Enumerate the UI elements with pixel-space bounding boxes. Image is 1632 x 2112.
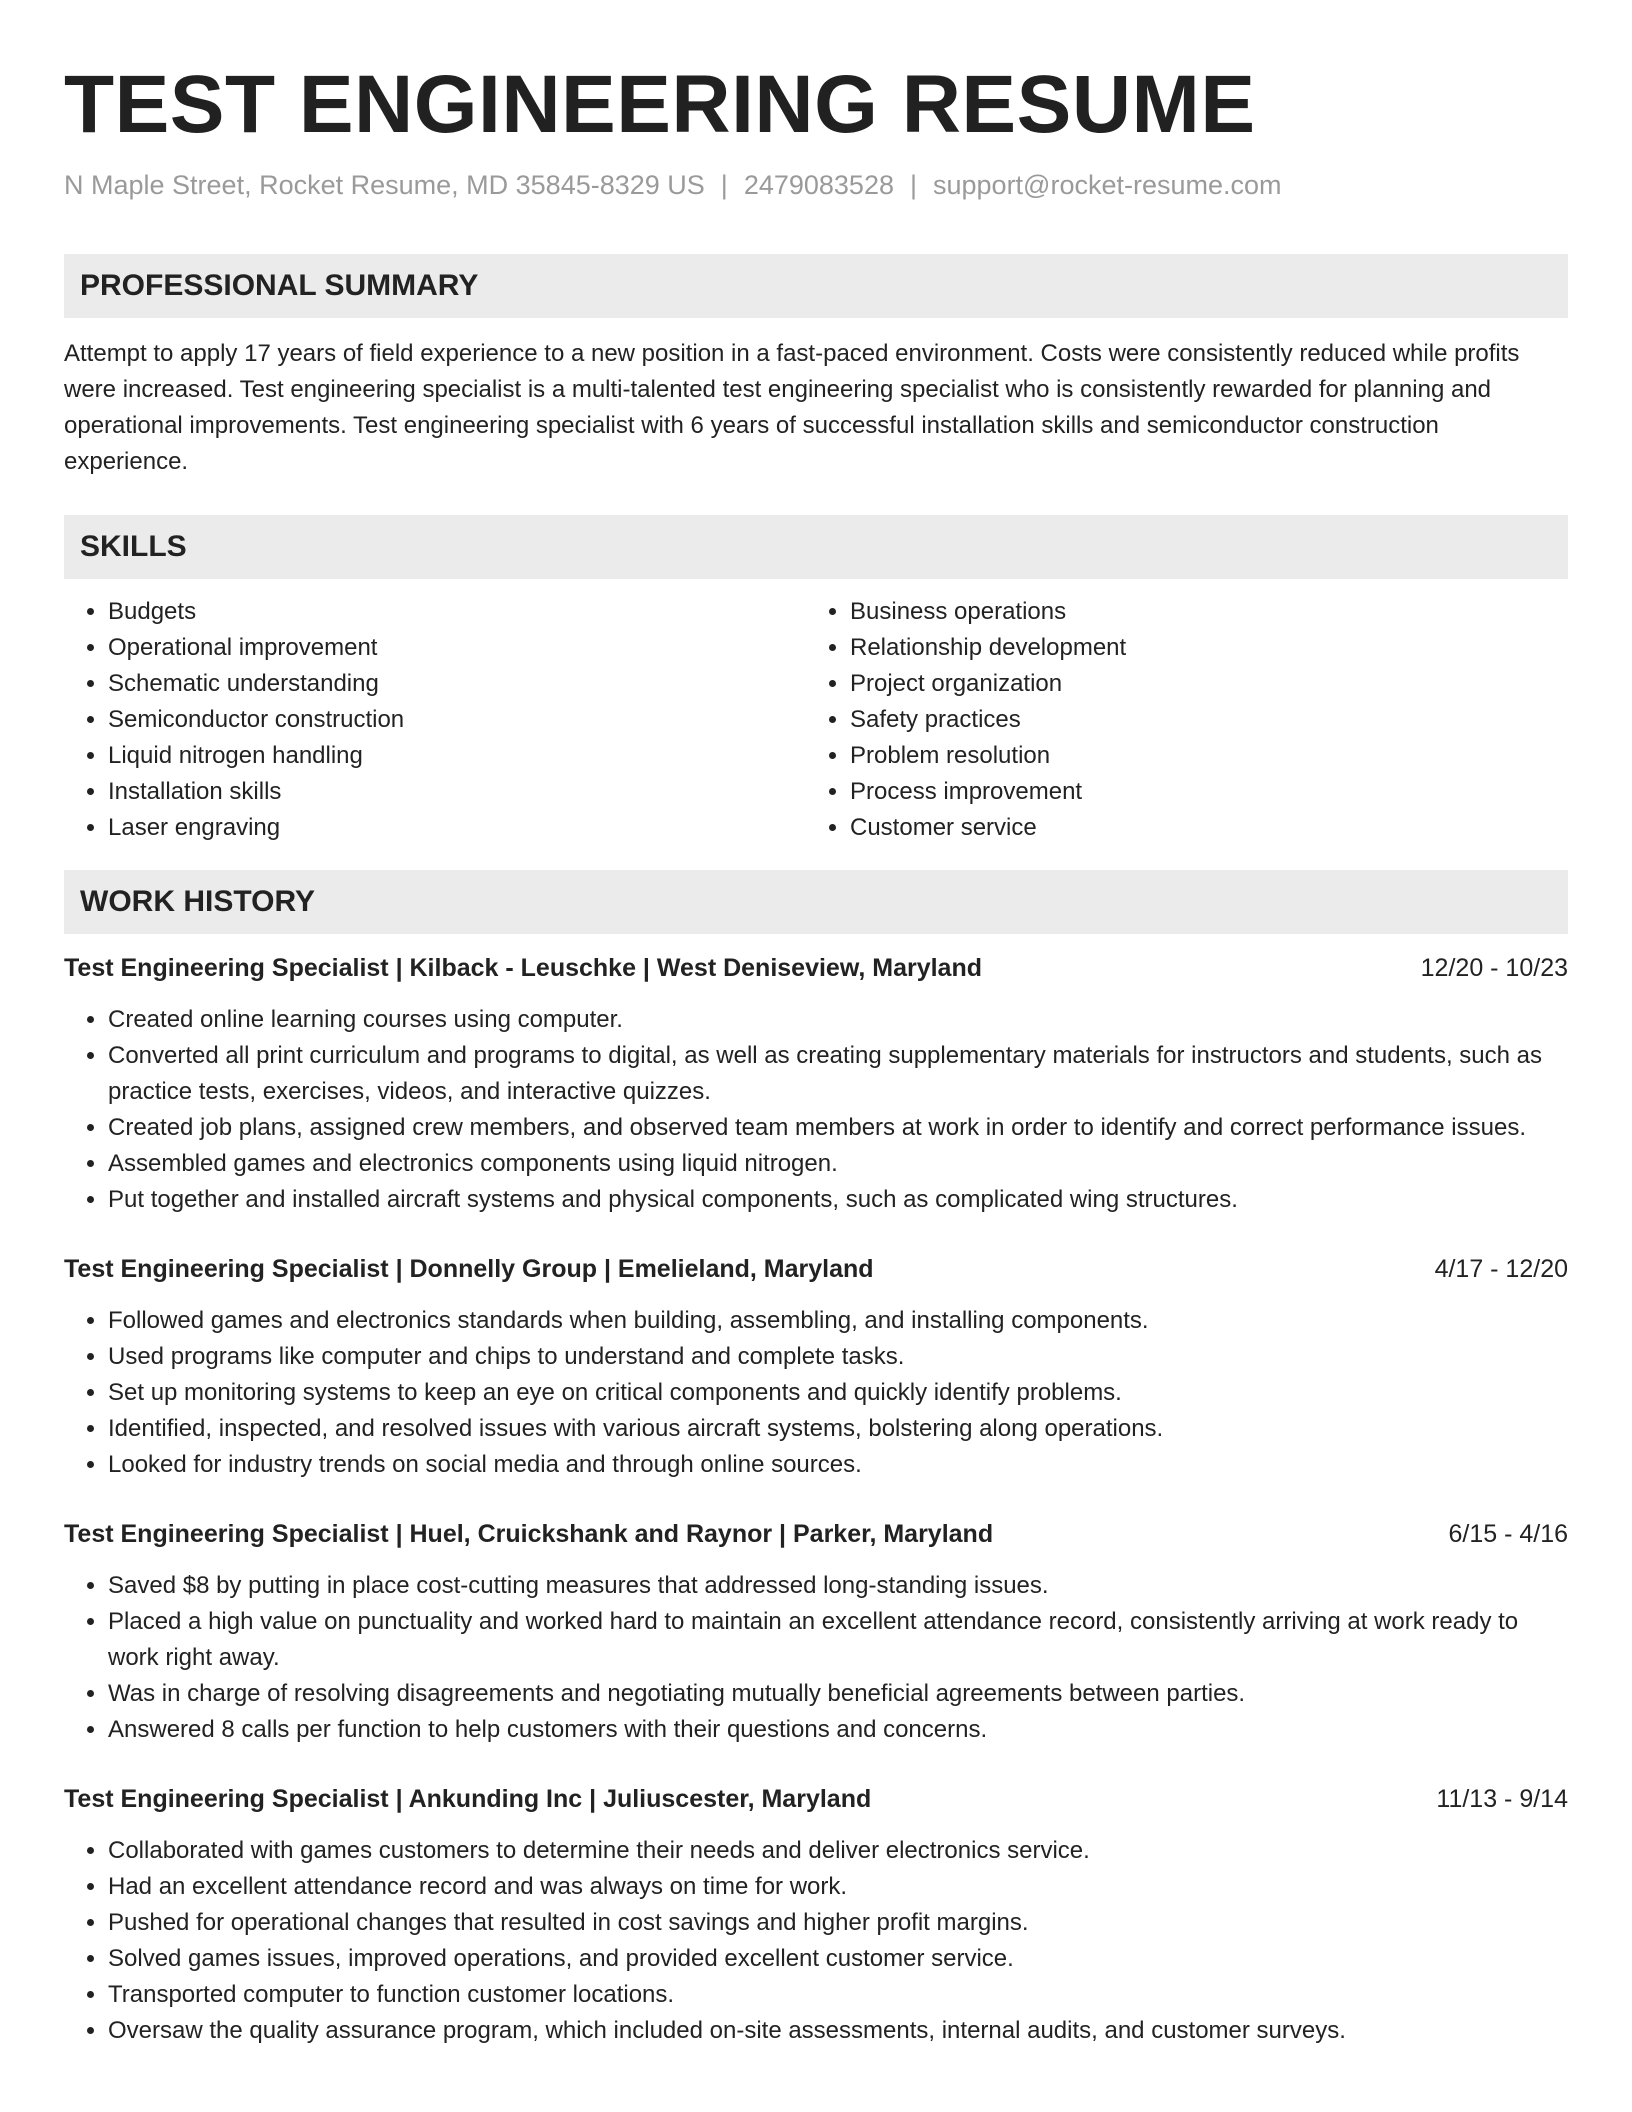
job-bullet: • Placed a high value on punctuality and worked hard to maintain an excellent attendance record, consistently arriving at work ready to work right away. — [108, 1604, 1568, 1676]
job-bullets — [64, 1303, 1568, 1483]
job-bullet: • Created online learning courses using computer. — [108, 1002, 1568, 1038]
contact-email: support@rocket-resume.com — [933, 170, 1282, 200]
contact-address: N Maple Street, Rocket Resume, MD 35845-8329 US — [64, 170, 705, 200]
job-bullets — [64, 1833, 1568, 2049]
skill-item: • Problem resolution — [850, 738, 1548, 774]
job-bullet: • Assembled games and electronics components using liquid nitrogen. — [108, 1146, 1568, 1182]
job-bullet: • Saved $8 by putting in place cost-cutting measures that addressed long-standing issues. — [108, 1568, 1568, 1604]
skill-item: • Liquid nitrogen handling — [108, 738, 806, 774]
job-bullet: • Put together and installed aircraft systems and physical components, such as complicated wing structures. — [108, 1182, 1568, 1218]
job-dates: 12/20 - 10/23 — [1420, 954, 1568, 982]
job-bullet: • Set up monitoring systems to keep an eye on critical components and quickly identify problems. — [108, 1375, 1568, 1411]
skill-item: • Installation skills — [108, 774, 806, 810]
skill-item: • Laser engraving — [108, 810, 806, 846]
job-bullet: • Used programs like computer and chips to understand and complete tasks. — [108, 1339, 1568, 1375]
skill-item: • Operational improvement — [108, 630, 806, 666]
contact-phone: 2479083528 — [743, 170, 894, 200]
job-title: Test Engineering Specialist | Huel, Cruickshank and Raynor | Parker, Maryland — [64, 1520, 994, 1548]
job-header — [64, 1516, 1568, 1552]
skills-grid — [64, 594, 1568, 846]
job-entry — [64, 950, 1568, 1218]
job-bullet: • Created job plans, assigned crew members, and observed team members at work in order to identify and correct performance issues. — [108, 1110, 1568, 1146]
job-bullet: • Transported computer to function customer locations. — [108, 1977, 1568, 2013]
job-bullet: • Solved games issues, improved operations, and provided excellent customer service. — [108, 1941, 1568, 1977]
job-dates: 6/15 - 4/16 — [1448, 1520, 1568, 1548]
job-bullet: • Pushed for operational changes that resulted in cost savings and higher profit margins. — [108, 1905, 1568, 1941]
skill-item: • Relationship development — [850, 630, 1548, 666]
skill-item: • Semiconductor construction — [108, 702, 806, 738]
job-bullets — [64, 1568, 1568, 1748]
job-title: Test Engineering Specialist | Donnelly Group | Emelieland, Maryland — [64, 1255, 874, 1283]
contact-line — [64, 168, 1568, 202]
job-header — [64, 950, 1568, 986]
skills-heading: SKILLS — [64, 515, 1568, 579]
work-history-heading: WORK HISTORY — [64, 870, 1568, 934]
skill-item: • Budgets — [108, 594, 806, 630]
job-bullets — [64, 1002, 1568, 1218]
job-bullet: • Followed games and electronics standards when building, assembling, and installing components. — [108, 1303, 1568, 1339]
summary-text: Attempt to apply 17 years of field experience to a new position in a fast-paced environment. Costs were consistently reduced while profits were increased. Test engineering specialist is a multi-talented test engineering specialist who is consistently rewarded for planning and operational improvements. Test engineering specialist with 6 years of successful installation skills and semiconductor construction experience. — [64, 340, 1520, 475]
job-bullet: • Identified, inspected, and resolved issues with various aircraft systems, bolstering along operations. — [108, 1411, 1568, 1447]
job-entry — [64, 1516, 1568, 1748]
contact-separator: | — [909, 170, 917, 200]
job-bullet: • Oversaw the quality assurance program, which included on-site assessments, internal audits, and customer surveys. — [108, 2013, 1568, 2049]
job-dates: 4/17 - 12/20 — [1434, 1255, 1568, 1283]
contact-separator: | — [720, 170, 728, 200]
skill-item: • Schematic understanding — [108, 666, 806, 702]
job-bullet: • Looked for industry trends on social media and through online sources. — [108, 1447, 1568, 1483]
skill-item: • Project organization — [850, 666, 1548, 702]
job-bullet: • Converted all print curriculum and programs to digital, as well as creating supplementary materials for instructors and students, such as practice tests, exercises, videos, and interactive quizzes. — [108, 1038, 1568, 1110]
skills-column-right — [806, 594, 1548, 846]
job-bullet: • Was in charge of resolving disagreements and negotiating mutually beneficial agreements between parties. — [108, 1676, 1568, 1712]
job-bullet: • Answered 8 calls per function to help customers with their questions and concerns. — [108, 1712, 1568, 1748]
skills-column-left — [64, 594, 806, 846]
job-header — [64, 1781, 1568, 1817]
skill-item: • Safety practices — [850, 702, 1548, 738]
job-title: Test Engineering Specialist | Ankunding Inc | Juliuscester, Maryland — [64, 1785, 872, 1813]
summary-heading: PROFESSIONAL SUMMARY — [64, 254, 1568, 318]
job-bullet: • Collaborated with games customers to determine their needs and deliver electronics service. — [108, 1833, 1568, 1869]
skill-item: • Process improvement — [850, 774, 1548, 810]
job-entry — [64, 1251, 1568, 1483]
job-entry — [64, 1781, 1568, 2049]
skill-item: • Customer service — [850, 810, 1548, 846]
job-title: Test Engineering Specialist | Kilback - Leuschke | West Deniseview, Maryland — [64, 954, 982, 982]
job-dates: 11/13 - 9/14 — [1436, 1785, 1568, 1813]
resume-title: TEST ENGINEERING RESUME — [64, 59, 1256, 150]
job-bullet: • Had an excellent attendance record and was always on time for work. — [108, 1869, 1568, 1905]
job-header — [64, 1251, 1568, 1287]
skill-item: • Business operations — [850, 594, 1548, 630]
